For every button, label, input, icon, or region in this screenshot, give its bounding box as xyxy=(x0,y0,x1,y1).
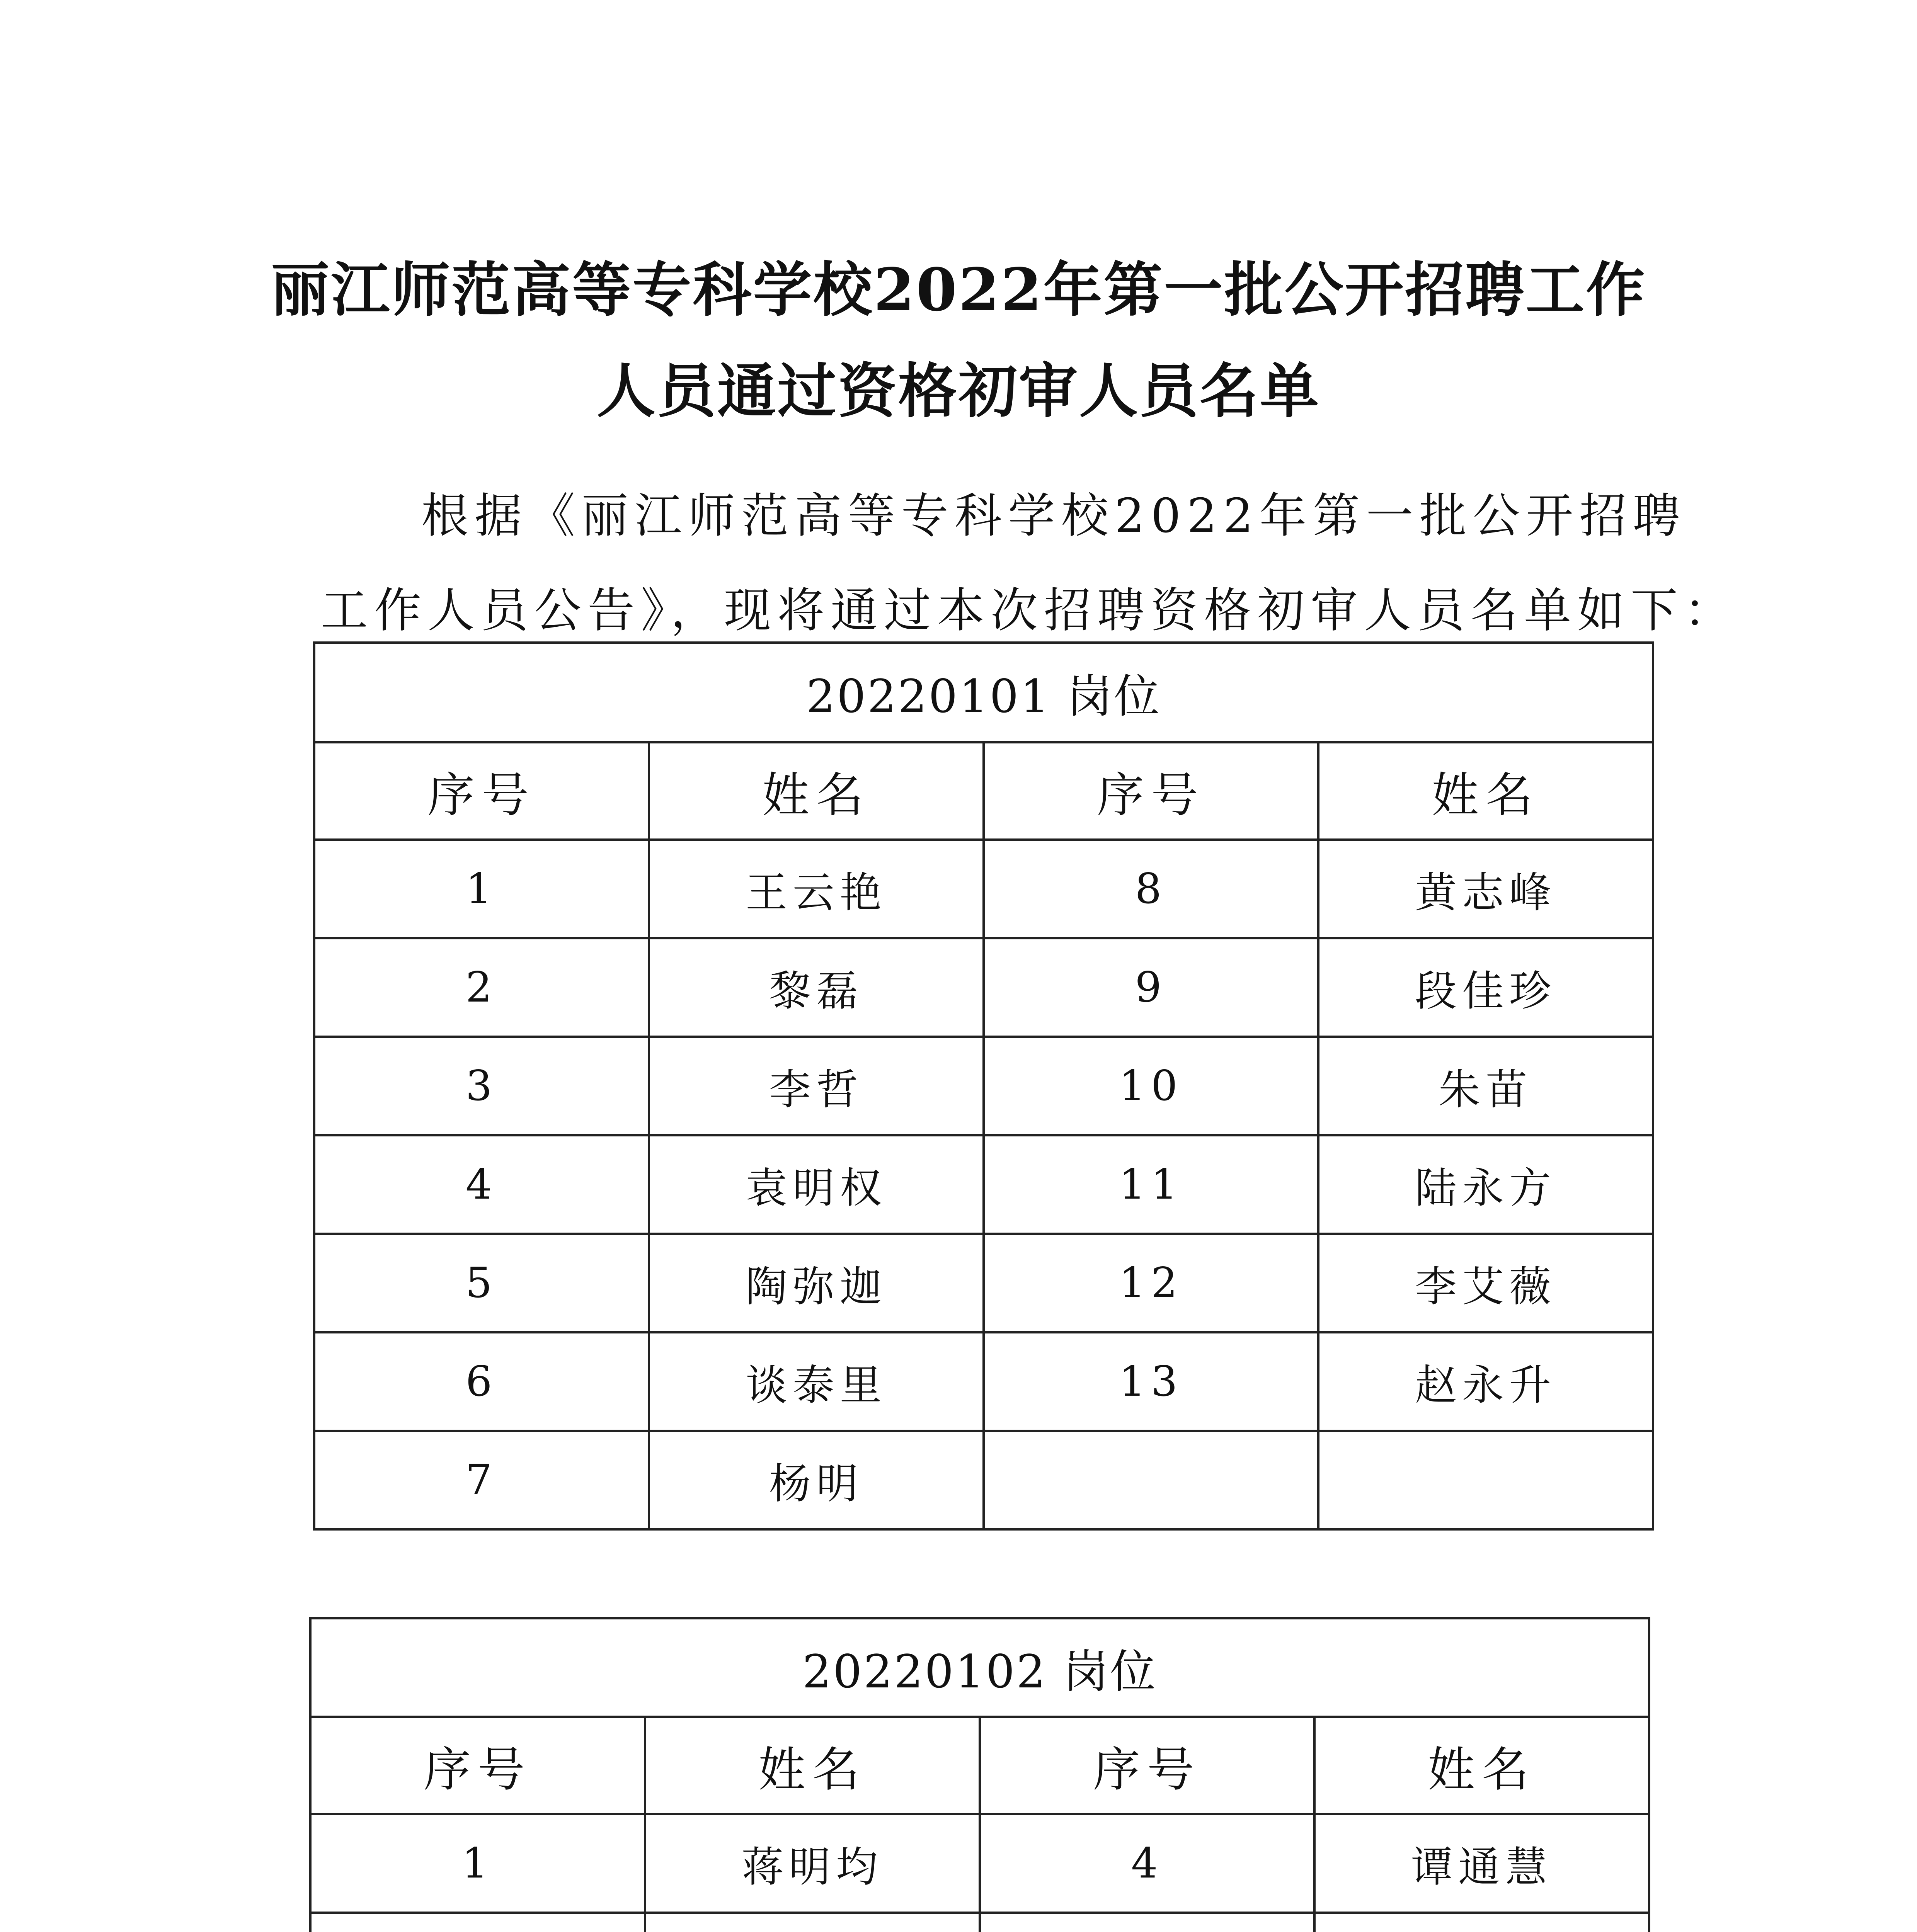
position-20220102-table xyxy=(309,1617,1650,1932)
name-cell: 李哲 xyxy=(649,1037,984,1135)
seq-cell: 4 xyxy=(314,1135,649,1234)
table-row xyxy=(314,938,1653,1037)
name-cell: 陆永方 xyxy=(1318,1135,1653,1234)
seq-cell: 11 xyxy=(984,1135,1318,1234)
name-cell: 袁明权 xyxy=(649,1135,984,1234)
name-cell: 王云艳 xyxy=(649,840,984,938)
name-cell: 谈泰里 xyxy=(649,1332,984,1431)
name-cell xyxy=(1314,1913,1649,1932)
name-cell xyxy=(645,1913,980,1932)
name-cell: 黄志峰 xyxy=(1318,840,1653,938)
column-header-name: 姓名 xyxy=(649,742,984,840)
seq-cell xyxy=(310,1913,645,1932)
name-cell: 蒋明均 xyxy=(645,1814,980,1913)
seq-cell: 7 xyxy=(314,1431,649,1529)
seq-cell: 5 xyxy=(314,1234,649,1332)
name-cell: 黎磊 xyxy=(649,938,984,1037)
seq-cell xyxy=(984,1431,1318,1529)
table-row xyxy=(310,1814,1649,1913)
name-cell: 段佳珍 xyxy=(1318,938,1653,1037)
seq-cell: 6 xyxy=(314,1332,649,1431)
table-row xyxy=(314,1135,1653,1234)
name-cell: 李艾薇 xyxy=(1318,1234,1653,1332)
position-20220101-table xyxy=(313,641,1654,1531)
table-row xyxy=(314,1332,1653,1431)
seq-cell: 9 xyxy=(984,938,1318,1037)
column-header-seq: 序号 xyxy=(314,742,649,840)
document-title-line-2: 人员通过资格初审人员名单 xyxy=(597,356,1320,425)
name-cell: 朱苗 xyxy=(1318,1037,1653,1135)
column-header-seq: 序号 xyxy=(984,742,1318,840)
table-row xyxy=(314,1234,1653,1332)
column-header-name: 姓名 xyxy=(645,1717,980,1814)
table-row xyxy=(314,1431,1653,1529)
seq-cell: 1 xyxy=(314,840,649,938)
seq-cell: 8 xyxy=(984,840,1318,938)
seq-cell: 1 xyxy=(310,1814,645,1913)
intro-paragraph-line-1: 根据《丽江师范高等专科学校2022年第一批公开招聘 xyxy=(421,488,1686,543)
seq-cell: 12 xyxy=(984,1234,1318,1332)
column-header-seq: 序号 xyxy=(980,1717,1314,1814)
name-cell: 谭通慧 xyxy=(1314,1814,1649,1913)
seq-cell: 13 xyxy=(984,1332,1318,1431)
table-row xyxy=(310,1913,1649,1932)
seq-cell: 2 xyxy=(314,938,649,1037)
seq-cell: 4 xyxy=(980,1814,1314,1913)
name-cell xyxy=(1318,1431,1653,1529)
seq-cell: 10 xyxy=(984,1037,1318,1135)
seq-cell: 3 xyxy=(314,1037,649,1135)
name-cell: 陶弥迦 xyxy=(649,1234,984,1332)
table-row xyxy=(314,1037,1653,1135)
table-row xyxy=(314,840,1653,938)
column-header-name: 姓名 xyxy=(1314,1717,1649,1814)
table-heading: 20220101 岗位 xyxy=(314,643,1653,742)
seq-cell xyxy=(980,1913,1314,1932)
column-header-seq: 序号 xyxy=(310,1717,645,1814)
column-header-name: 姓名 xyxy=(1318,742,1653,840)
table-heading: 20220102 岗位 xyxy=(310,1618,1649,1717)
name-cell: 赵永升 xyxy=(1318,1332,1653,1431)
intro-paragraph-line-2: 工作人员公告》，现将通过本次招聘资格初审人员名单如下： xyxy=(321,583,1737,638)
document-title-line-1: 丽江师范高等专科学校2022年第一批公开招聘工作 xyxy=(271,255,1646,324)
name-cell: 杨明 xyxy=(649,1431,984,1529)
